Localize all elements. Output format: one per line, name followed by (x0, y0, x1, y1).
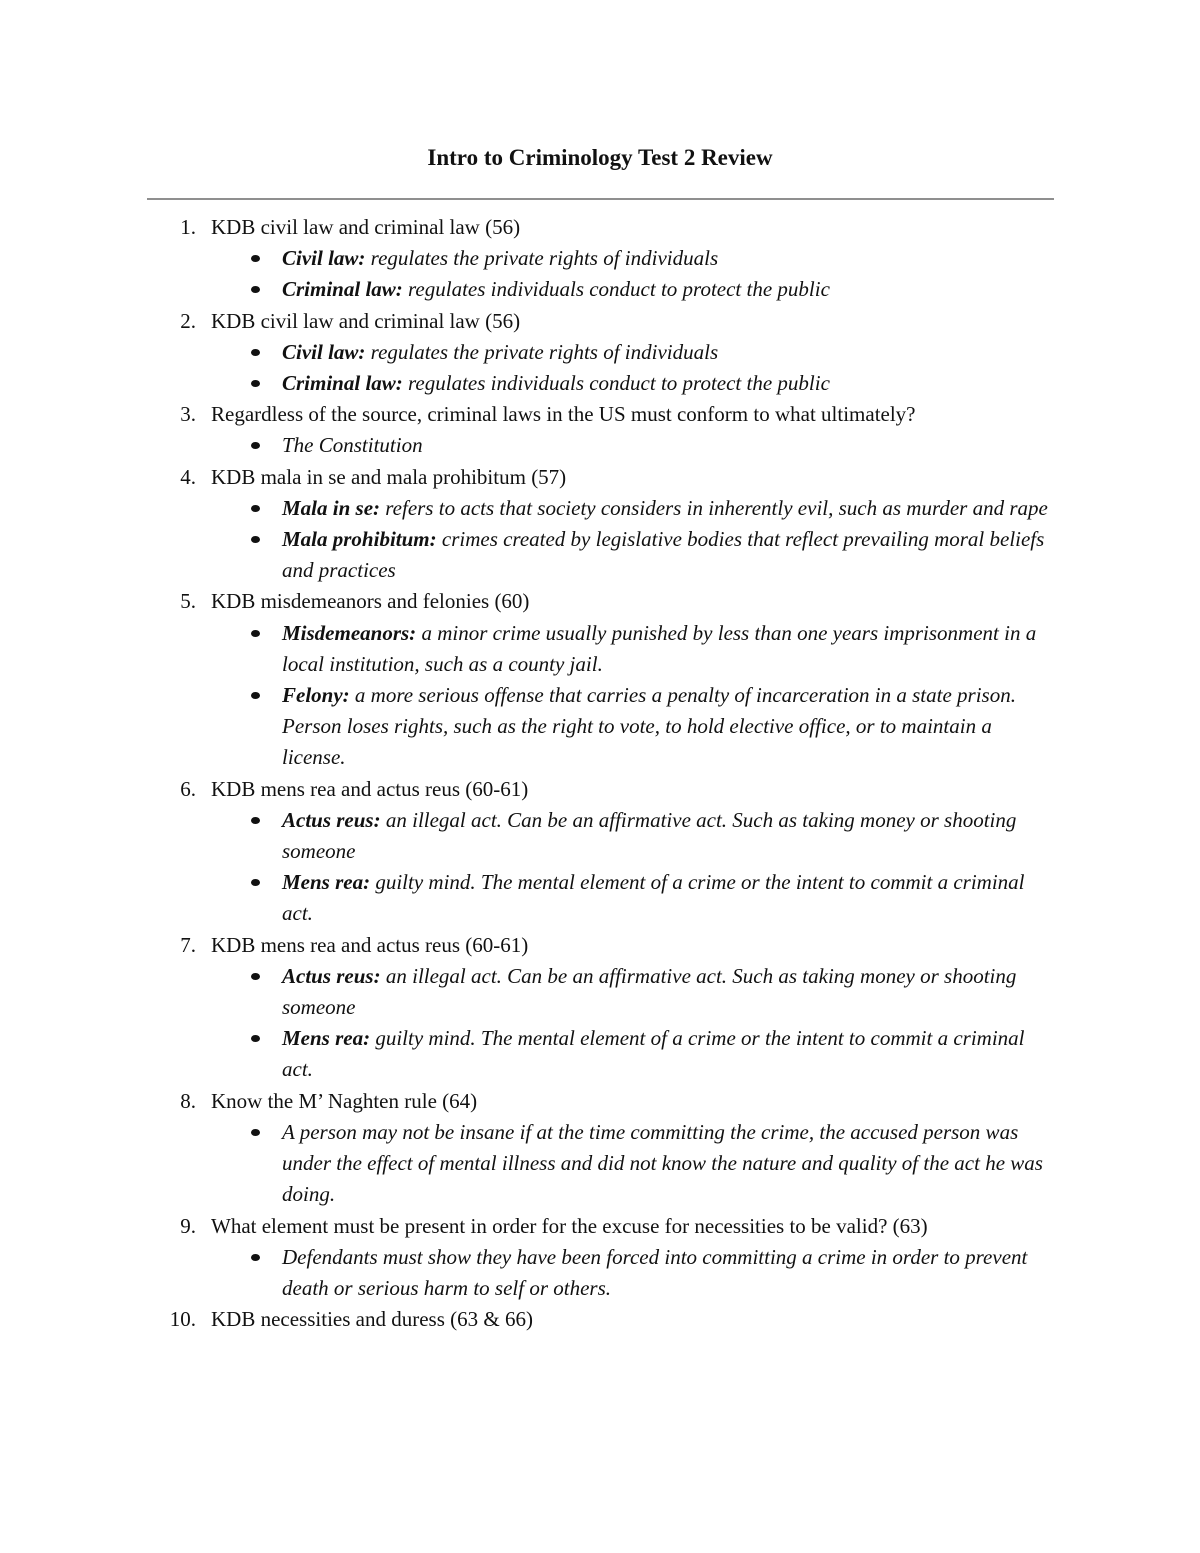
question-text: KDB mens rea and actus reus (60-61) (211, 932, 529, 957)
answer-text: an illegal act. Can be an affirmative act. Such as taking money or shooting someone (282, 807, 1017, 864)
bullet-icon (251, 1035, 260, 1042)
answer-bullet-item (0, 493, 1200, 524)
bullet-icon (251, 380, 260, 387)
answer-bullet-item (0, 961, 1200, 1023)
bullet-icon (251, 536, 260, 543)
answer-bullet-item (0, 867, 1200, 929)
answer-text: an illegal act. Can be an affirmative act. Such as taking money or shooting someone (282, 963, 1017, 1020)
review-question (0, 774, 1200, 805)
question-text: What element must be present in order for the excuse for necessities to be valid? (63) (211, 1213, 928, 1238)
question-number: 9. (180, 1213, 196, 1238)
answer-text: regulates the private rights of individuals (365, 246, 719, 271)
answer-bullet-item (0, 680, 1200, 774)
answer-bullet-item (0, 337, 1200, 368)
answer-text: refers to acts that society considers in inherently evil, such as murder and rape (380, 495, 1048, 520)
question-number: 1. (180, 215, 196, 239)
review-question (0, 1086, 1200, 1117)
review-list (0, 212, 1200, 1335)
answer-term: Felony: (282, 683, 350, 708)
answer-text: regulates individuals conduct to protect the public (402, 277, 830, 302)
title-divider (147, 198, 1054, 200)
answer-bullet-item (0, 524, 1200, 586)
answer-bullet-item (0, 1023, 1200, 1085)
question-number: 3. (180, 402, 196, 427)
question-text: Regardless of the source, criminal laws in the US must conform to what ultimately? (211, 402, 916, 427)
bullet-icon (251, 1129, 260, 1136)
bullet-icon (251, 1254, 260, 1261)
question-text: KDB mala in se and mala prohibitum (57) (211, 464, 567, 489)
bullet-icon (251, 286, 260, 293)
answer-bullet-item (0, 1242, 1200, 1304)
answer-text: a minor crime usually punished by less than one years imprisonment in a local institution, such as a county jail. (282, 620, 1037, 676)
review-question (0, 462, 1200, 493)
answer-bullet-item (0, 243, 1200, 274)
question-number: 6. (180, 776, 196, 801)
document-title: Intro to Criminology Test 2 Review (427, 145, 773, 170)
answer-bullet-item (0, 1117, 1200, 1211)
answer-term: Misdemeanors: (282, 620, 417, 645)
answer-term: Mens rea: (282, 870, 371, 895)
question-number: 2. (180, 308, 196, 333)
answer-term: Civil law: (282, 246, 366, 271)
answer-term: Mens rea: (282, 1026, 371, 1051)
question-text: KDB misdemeanors and felonies (60) (211, 589, 530, 614)
answer-term: Civil law: (282, 339, 366, 364)
bullet-icon (251, 692, 260, 699)
answer-term: Mala in se: (282, 495, 381, 520)
review-question (0, 399, 1200, 430)
question-text: KDB necessities and duress (63 & 66) (211, 1307, 533, 1332)
answer-text: The Constitution (282, 433, 423, 458)
answer-text: guilty mind. The mental element of a crime or the intent to commit a criminal act. (282, 870, 1025, 926)
bullet-icon (251, 255, 260, 262)
answer-bullet-item (0, 430, 1200, 461)
question-number: 5. (180, 589, 196, 614)
review-question (0, 1304, 1200, 1335)
review-question (0, 1211, 1200, 1242)
bullet-icon (251, 630, 260, 637)
answer-term: Criminal law: (282, 371, 403, 396)
answer-text: A person may not be insane if at the time committing the crime, the accused person was under the effect of mental illness and did not know the nature and quality of the act he was doing. (282, 1119, 1043, 1207)
bullet-icon (251, 442, 260, 449)
question-text: KDB civil law and criminal law (56) (211, 215, 521, 239)
answer-term: Criminal law: (282, 277, 403, 302)
bullet-icon (251, 817, 260, 824)
review-question (0, 212, 1200, 243)
question-number: 4. (180, 464, 196, 489)
question-number: 8. (180, 1088, 196, 1113)
review-question (0, 586, 1200, 617)
answer-text: guilty mind. The mental element of a crime or the intent to commit a criminal act. (282, 1026, 1025, 1082)
question-number: 10. (169, 1307, 196, 1332)
answer-text: regulates the private rights of individuals (365, 339, 719, 364)
question-text: Know the M’ Naghten rule (64) (211, 1088, 478, 1113)
answer-bullet-item (0, 368, 1200, 399)
answer-text: Defendants must show they have been forced into committing a crime in order to prevent death or serious harm to self or others. (282, 1244, 1028, 1300)
answer-text: a more serious offense that carries a penalty of incarceration in a state prison. Person loses rights, such as the right to vote, to hold elective office, or to maintain a license. (282, 683, 1016, 770)
bullet-icon (251, 973, 260, 980)
bullet-icon (251, 349, 260, 356)
answer-bullet-item (0, 805, 1200, 867)
answer-bullet-item (0, 274, 1200, 305)
answer-term: Actus reus: (282, 807, 381, 832)
answer-bullet-item (0, 618, 1200, 680)
answer-term: Mala prohibitum: (282, 527, 437, 552)
answer-term: Actus reus: (282, 963, 381, 988)
question-text: KDB civil law and criminal law (56) (211, 308, 521, 333)
bullet-icon (251, 505, 260, 512)
question-text: KDB mens rea and actus reus (60-61) (211, 776, 529, 801)
question-number: 7. (180, 932, 196, 957)
bullet-icon (251, 879, 260, 886)
answer-text: regulates individuals conduct to protect the public (402, 371, 830, 396)
review-question (0, 930, 1200, 961)
review-question (0, 306, 1200, 337)
answer-text: crimes created by legislative bodies that reflect prevailing moral beliefs and practices (282, 527, 1045, 583)
